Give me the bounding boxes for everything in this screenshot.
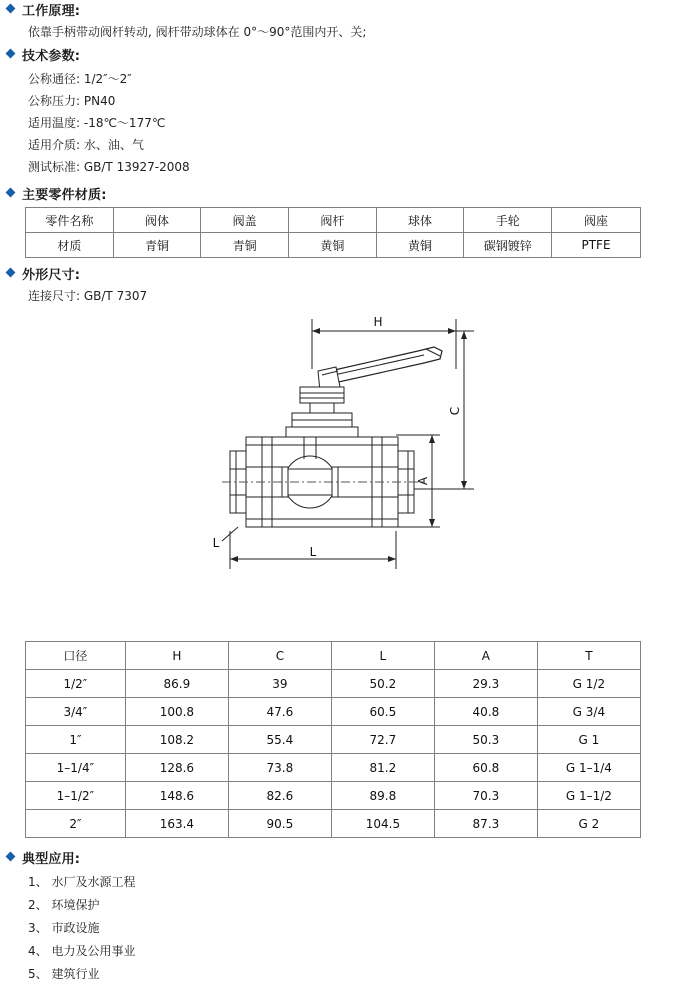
diamond-bullet-icon [6,852,17,863]
table-row [26,208,641,233]
diamond-bullet-icon [6,49,17,60]
drawing-label-t: L [212,536,220,550]
diamond-bullet-icon [6,268,17,279]
dimension-cell: 70.3 [435,782,538,810]
materials-cell: 阀座 [552,208,641,233]
materials-table [25,207,641,258]
dimension-cell: 73.8 [229,754,332,782]
dimension-cell: 104.5 [331,810,434,838]
list-item: 4、 电力及公用事业 [28,944,136,958]
spec-line-temperature: 适用温度: -18℃～177℃ [28,116,166,130]
materials-cell: 阀杆 [289,208,377,233]
dimension-cell: 72.7 [331,726,434,754]
dimension-cell: 47.6 [229,698,332,726]
dimension-cell: G 2 [537,810,640,838]
materials-cell: 材质 [26,233,114,258]
section-title-principle: 工作原理: [22,4,81,19]
section-title-materials: 主要零件材质: [22,188,107,203]
connection-dimension-note: 连接尺寸: GB/T 7307 [28,289,148,303]
list-item: 1、 水厂及水源工程 [28,875,136,889]
table-row [26,726,641,754]
dimension-cell: 1″ [26,726,126,754]
spec-line-nominal-pressure: 公称压力: PN40 [28,94,116,108]
table-row [26,233,641,258]
section-heading-dimensions [0,264,685,283]
diamond-bullet-icon [6,4,17,15]
dimension-table [25,641,641,838]
dimension-cell: 128.6 [125,754,228,782]
dimension-header-cell: C [229,642,332,670]
dimension-cell: G 1–1/2 [537,782,640,810]
list-item: 2、 环境保护 [28,898,100,912]
drawing-label-a: A [416,476,430,486]
table-row [26,698,641,726]
list-item: 3、 市政设施 [28,921,100,935]
table-row [26,782,641,810]
materials-cell: 手轮 [464,208,552,233]
dimension-cell: 39 [229,670,332,698]
dimension-cell: 60.5 [331,698,434,726]
dimension-header-cell: H [125,642,228,670]
drawing-label-l: L [309,545,317,559]
spec-line-medium: 适用介质: 水、油、气 [28,138,144,152]
dimension-cell: 50.2 [331,670,434,698]
dimension-cell: 3/4″ [26,698,126,726]
dimension-cell: 86.9 [125,670,228,698]
section-heading-materials [0,184,685,203]
materials-cell: 阀体 [113,208,201,233]
drawing-label-h: H [373,315,383,329]
dimension-cell: 163.4 [125,810,228,838]
dimension-header-cell: 口径 [26,642,126,670]
dimension-cell: G 1–1/4 [537,754,640,782]
dimension-cell: 100.8 [125,698,228,726]
section-title-applications: 典型应用: [22,852,81,867]
materials-cell: PTFE [552,233,641,258]
dimension-cell: 148.6 [125,782,228,810]
dimension-cell: 40.8 [435,698,538,726]
diamond-bullet-icon [6,188,17,199]
materials-cell: 零件名称 [26,208,114,233]
table-header-row [26,642,641,670]
dimension-cell: 1/2″ [26,670,126,698]
table-row [26,670,641,698]
materials-cell: 球体 [376,208,464,233]
spec-line-test-standard: 测试标准: GB/T 13927-2008 [28,160,190,174]
dimension-cell: 1–1/2″ [26,782,126,810]
drawing-label-c: C [448,406,462,416]
dimension-header-cell: L [331,642,434,670]
dimension-cell: 90.5 [229,810,332,838]
table-row [26,754,641,782]
materials-cell: 黄铜 [289,233,377,258]
materials-cell: 阀盖 [201,208,289,233]
valve-technical-drawing [0,309,685,639]
dimension-cell: 55.4 [229,726,332,754]
dimension-cell: G 1/2 [537,670,640,698]
dimension-cell: 87.3 [435,810,538,838]
dimension-cell: 60.8 [435,754,538,782]
dimension-cell: 82.6 [229,782,332,810]
dimension-cell: 50.3 [435,726,538,754]
dimension-cell: 1–1/4″ [26,754,126,782]
dimension-cell: 89.8 [331,782,434,810]
dimension-header-cell: T [537,642,640,670]
dimension-cell: 29.3 [435,670,538,698]
materials-cell: 碳钢镀锌 [464,233,552,258]
dimension-cell: 108.2 [125,726,228,754]
section-title-specs: 技术参数: [22,49,81,64]
dimension-cell: G 1 [537,726,640,754]
materials-cell: 青铜 [201,233,289,258]
list-item: 5、 建筑行业 [28,967,100,981]
table-row [26,810,641,838]
dimension-cell: G 3/4 [537,698,640,726]
materials-cell: 黄铜 [376,233,464,258]
dimension-cell: 81.2 [331,754,434,782]
materials-cell: 青铜 [113,233,201,258]
principle-text: 依靠手柄带动阀杆转动, 阀杆带动球体在 0°～90°范围内开、关; [28,25,367,39]
section-heading-specs [0,45,685,64]
section-title-dimensions: 外形尺寸: [22,268,81,283]
section-heading-principle [0,0,685,19]
dimension-header-cell: A [435,642,538,670]
section-heading-applications [0,848,685,867]
dimension-cell: 2″ [26,810,126,838]
spec-line-nominal-diameter: 公称通径: 1/2″～2″ [28,72,132,86]
